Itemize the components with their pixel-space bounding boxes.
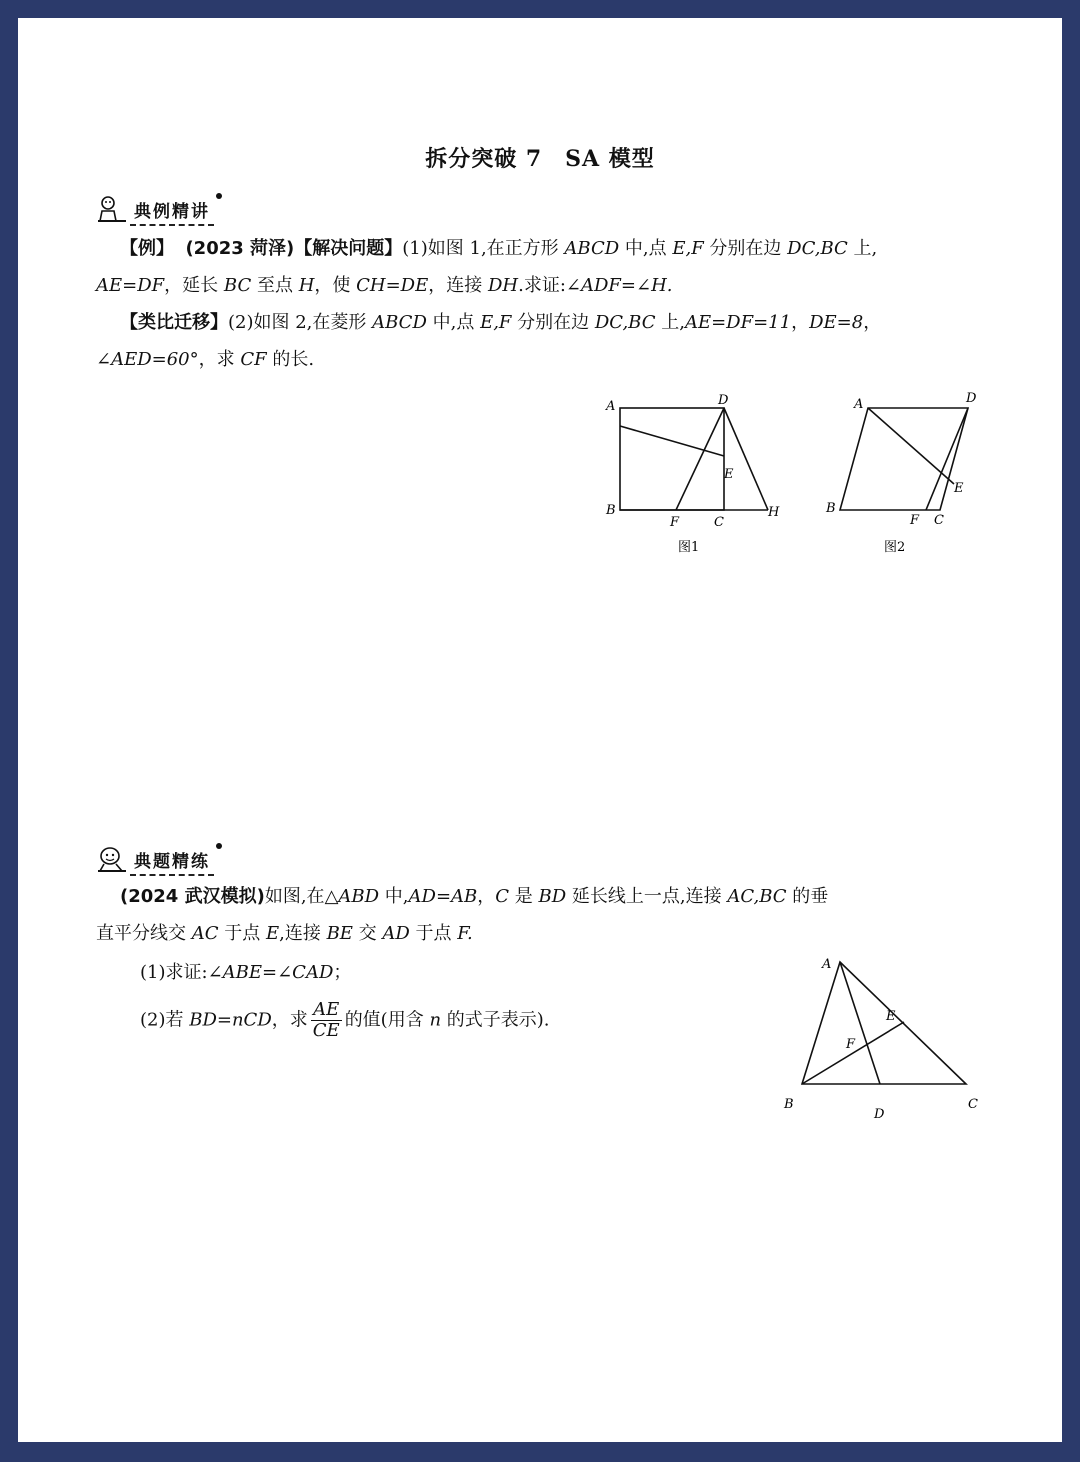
fig2-label-C: C [934, 513, 944, 528]
fig3-label-A: A [822, 957, 832, 972]
mascot-icon [96, 844, 130, 874]
fig1-label-D: D [718, 393, 729, 408]
fig1-label-C: C [714, 515, 724, 530]
fig3-label-F: F [846, 1037, 856, 1052]
figure-2 [816, 388, 1006, 558]
fig2-label-D: D [966, 391, 977, 406]
section-badge-example [96, 194, 214, 224]
fig1-caption: 图1 [678, 540, 700, 555]
fig1-label-F: F [670, 515, 680, 530]
page [18, 18, 1062, 1442]
fig2-label-E: E [954, 481, 964, 496]
section-label: 典例精讲 [130, 197, 214, 222]
mascot-icon [96, 194, 130, 224]
question-2: (2)若 BD=nCD，求 $\frac{AE}{CE}$ 的值(用含 n 的式子表示). [140, 999, 550, 1041]
figure-1 [598, 388, 798, 558]
fig1-label-A: A [606, 399, 616, 414]
practice-problem: (2024 武汉模拟)如图,在△ABD 中,AD=AB，C 是 BD 延长线上一点,连接 AC,BC 的垂 直平分线交 AC 于点 E,连接 BE 交 AD 于点 F. [96, 886, 829, 944]
question-1: (1)求证:∠ABE=∠CAD； [140, 962, 352, 983]
section-label: 典题精练 [130, 847, 214, 872]
fig2-label-A: A [854, 397, 864, 412]
fig3-label-D: D [874, 1107, 885, 1118]
section-badge-practice [96, 844, 214, 874]
figure-3 [774, 948, 994, 1118]
fig1-label-E: E [724, 467, 734, 482]
page-title: 拆分突破 7 SA 模型 [425, 146, 655, 172]
example-problem: 【例】 (2023 菏泽)【解决问题】(1)如图 1,在正方形 ABCD 中,点 E,F 分别在边 DC,BC 上, AE=DF，延长 BC 至点 H，使 CH=DE，连接 DH.求证:∠ADF=∠H. 【类比迁移】(2)如图 2,在菱形 ABCD 中,点 E,F 分别在边 DC,BC 上,AE=DF=11，DE=8， ∠AED=60°，求 CF 的长. [96, 238, 882, 370]
fraction-ae-ce: $\frac{AE}{CE}$ [312, 999, 340, 1041]
fig3-label-B: B [784, 1097, 794, 1112]
fig3-label-E: E [886, 1009, 896, 1024]
fig2-label-F: F [910, 513, 920, 528]
fig1-label-B: B [606, 503, 616, 518]
fig2-label-B: B [826, 501, 836, 516]
fig2-caption: 图2 [884, 540, 906, 555]
fig1-label-H: H [768, 505, 780, 520]
fig3-label-C: C [968, 1097, 978, 1112]
